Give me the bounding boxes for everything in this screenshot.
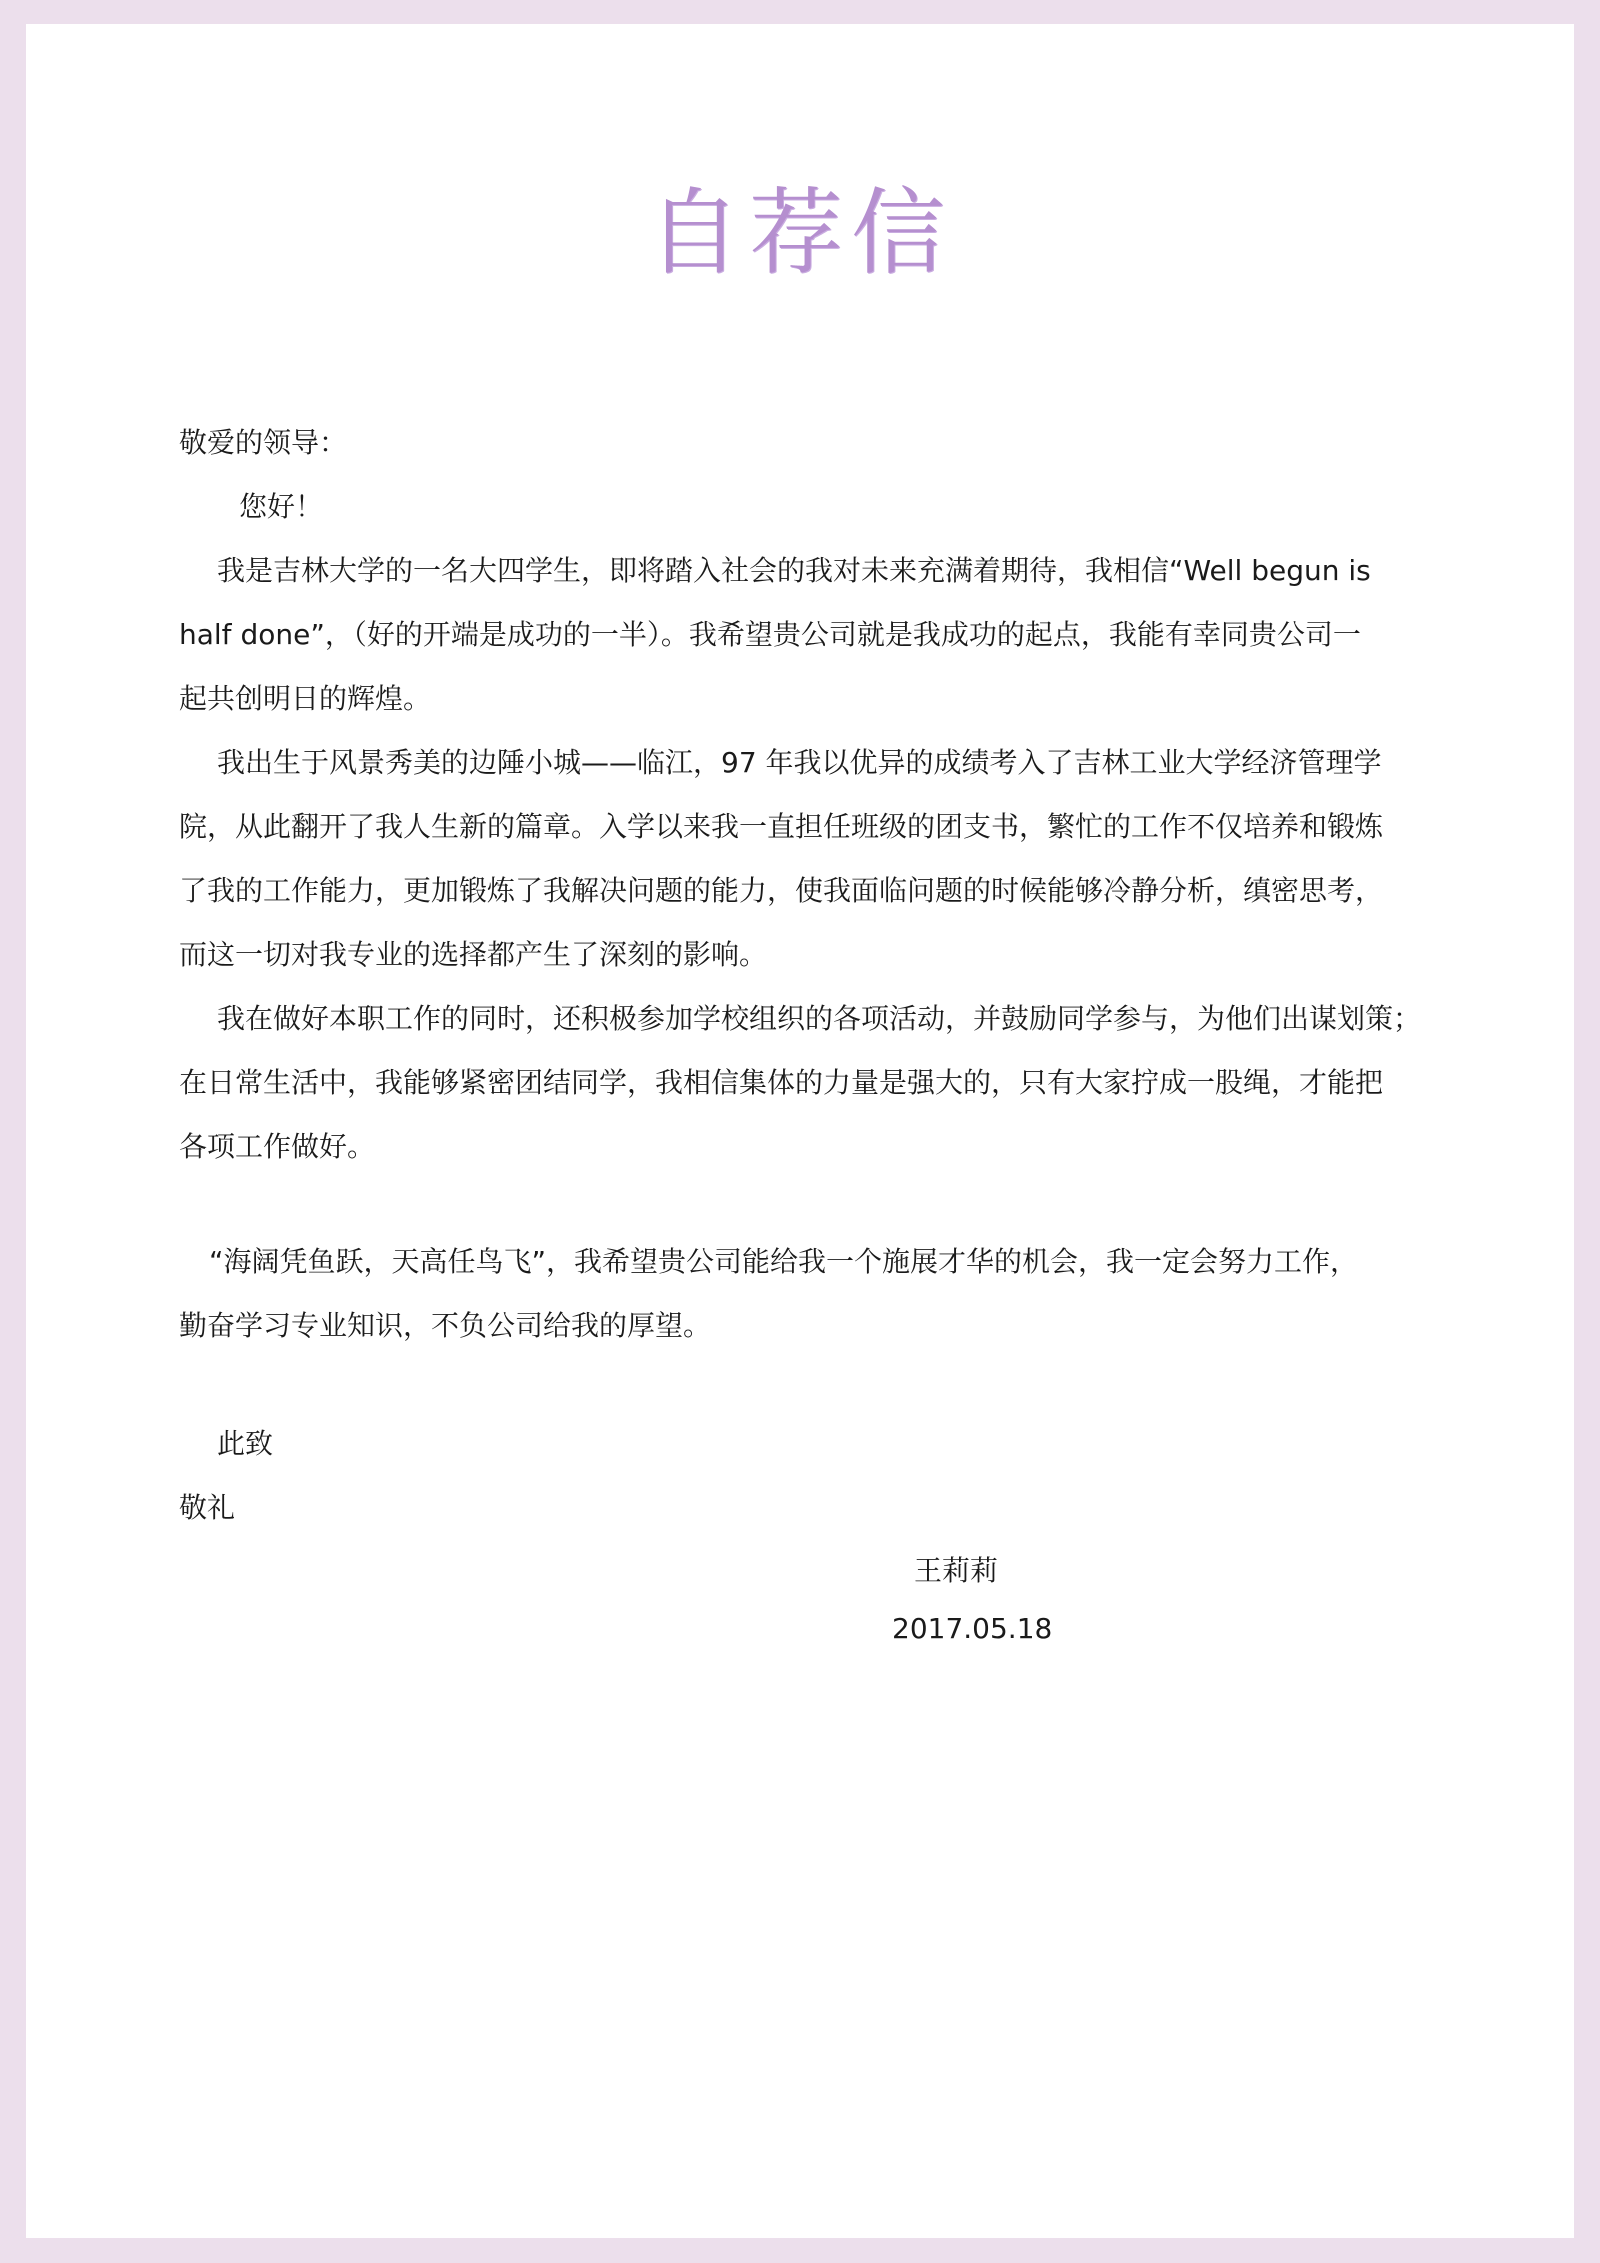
signature-name: 王莉莉 [914, 1554, 999, 1587]
paragraph-1-line-2: half done”，（好的开端是成功的一半）。我希望贵公司就是我成功的起点，我能有幸同贵公司一 [179, 618, 1361, 651]
paragraph-3-line-3: 各项工作做好。 [179, 1130, 376, 1163]
paragraph-4-line-2: 勤奋学习专业知识，不负公司给我的厚望。 [179, 1309, 712, 1342]
paragraph-1-line-3: 起共创明日的辉煌。 [179, 682, 432, 715]
closing-ci-zhi: 此致 [217, 1427, 274, 1460]
paragraph-2-line-2: 院，从此翻开了我人生新的篇章。入学以来我一直担任班级的团支书，繁忙的工作不仅培养和锻炼 [179, 810, 1384, 843]
letter-title: 自荐信 [646, 179, 953, 288]
paragraph-2-line-1: 我出生于风景秀美的边陲小城——临江，97 年我以优异的成绩考入了吉林工业大学经济管理学 [217, 746, 1382, 779]
paragraph-3-line-2: 在日常生活中，我能够紧密团结同学，我相信集体的力量是强大的，只有大家拧成一股绳，才能把 [179, 1066, 1384, 1099]
paragraph-2-line-3: 了我的工作能力，更加锻炼了我解决问题的能力，使我面临问题的时候能够冷静分析，缜密思考， [179, 874, 1384, 907]
paragraph-3-line-1: 我在做好本职工作的同时，还积极参加学校组织的各项活动，并鼓励同学参与，为他们出谋划策； [217, 1002, 1422, 1035]
letter-page [26, 24, 1574, 2238]
paragraph-2-line-4: 而这一切对我专业的选择都产生了深刻的影响。 [179, 938, 768, 971]
paragraph-1-line-1: 我是吉林大学的一名大四学生，即将踏入社会的我对未来充满着期待，我相信“Well begun is [217, 554, 1371, 587]
signature-date: 2017.05.18 [892, 1612, 1053, 1645]
paragraph-4-line-1: “海阔凭鱼跃，天高任鸟飞”，我希望贵公司能给我一个施展才华的机会，我一定会努力工作， [209, 1245, 1359, 1278]
salutation: 敬爱的领导： [179, 426, 348, 459]
greeting: 您好！ [239, 490, 324, 523]
closing-jing-li: 敬礼 [179, 1491, 236, 1524]
